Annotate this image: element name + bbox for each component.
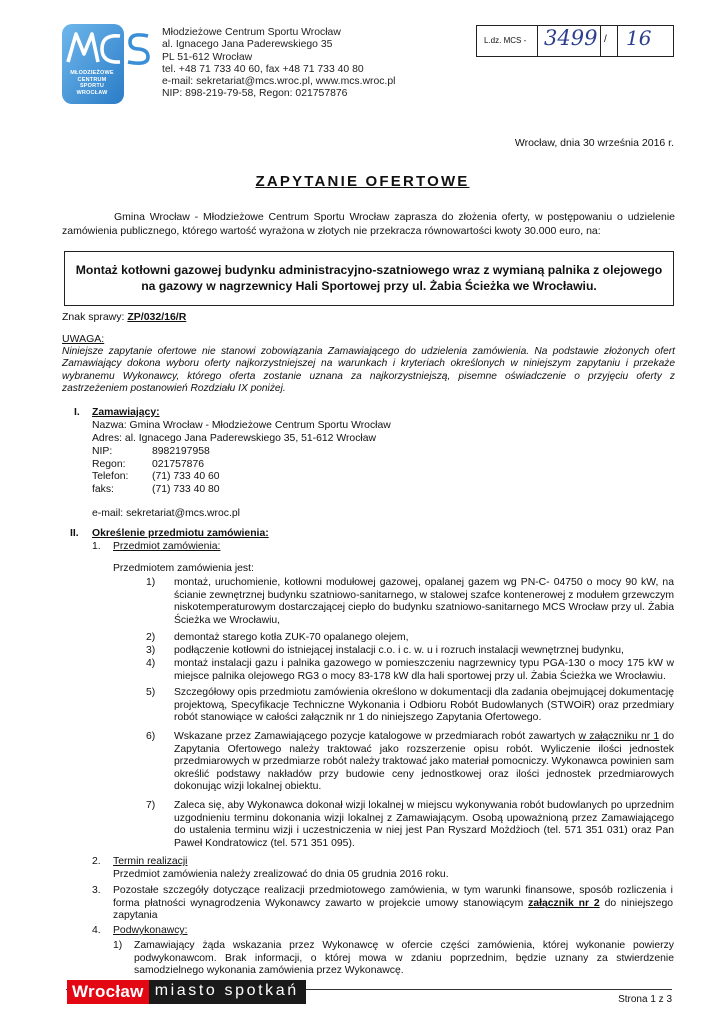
item-text: Szczegółowy opis przedmiotu zamówienia określono w dokumentacji dla zadania obejmującej dokumentację projektową, Specyfikacje Techniczne Wykonania i Odbioru Robót Budowlanych (STWOiR) oraz przedmiary robót stanowiące w całości załącznik nr 1 do niniejszego Zapytania Ofertowego. <box>174 687 674 724</box>
item-text: montaż, uruchomienie, kotłowni modułowej gazowej, opalanej gazem wg PN-C- 04750 o mocy 90 kW, na ścianie zewnętrznej budynku szatniowo-sanitarnego, w stalowej szafce kontenerowej z modułem grzewczym niskotemperaturowym dostarczającej ciepło do budynku szatniowo-sanitarnego MCS Wrocław przy ul. Żabia Ścieżka we Wrocławiu, <box>174 577 674 626</box>
item-number: 5) <box>146 687 156 698</box>
org-line: e-mail: sekretariat@mcs.wroc.pl, www.mcs.wroc.pl <box>162 76 396 88</box>
section1-name: Nazwa: Gmina Wrocław - Młodzieżowe Centrum Sportu Wrocław <box>92 420 391 431</box>
section1-rows <box>92 446 292 496</box>
subject-box <box>64 251 674 306</box>
document-title: ZAPYTANIE OFERTOWE <box>255 173 470 190</box>
item-number: 7) <box>146 800 156 811</box>
item-text: montaż instalacji gazu i palnika gazowego w pomieszczeniu nagrzewnicy typu PGA-130 o mocy 175 kW w miejsce palnika olejowego RG3 o mocy 83-178 kW dla hali sportowej przy ul. Żabia Ścieżka we Wrocławiu. <box>174 658 674 682</box>
row-label: Telefon: <box>92 471 129 483</box>
org-line: al. Ignacego Jana Paderewskiego 35 <box>162 39 333 51</box>
item-text-part: Wskazane przez Zamawiającego pozycje katalogowe w przedmiarach robót zawartych <box>174 731 579 742</box>
ldz-slash: / <box>604 34 607 45</box>
intro-paragraph: Gmina Wrocław - Młodzieżowe Centrum Sportu Wrocław zaprasza do złożenia oferty, w postępowaniu o udzielenie zamówienia publicznego, którego wartość wyrażona w złotych nie przekracza równowartości kwoty 30.000 euro, na: <box>62 211 675 237</box>
ldz-label: L.dz. MCS - <box>484 36 527 45</box>
sub3-text <box>113 885 673 923</box>
sub1-title: Przedmiot zamówienia: <box>113 541 221 552</box>
reference-value: ZP/032/16/R <box>127 311 187 323</box>
notice-heading: UWAGA: <box>62 333 105 345</box>
section2-title: Określenie przedmiotu zamówienia: <box>92 528 269 539</box>
footer-brand <box>67 980 306 1004</box>
item-text-part: do Zapytania Ofertowego należy traktować jako rozszerzenie opisu robót. Wyliczenie ilości jednostek przedmiarowych w przedmiarze robót należy traktować jako materiał pomocniczy. Wykonawca powinien sam określić podstawy nakładów przy budowie ceny jednostkowej oraz ilości jednostek przedmiarowych dokonując wizji lokalnej obiektu. <box>174 731 674 793</box>
section1-row <box>92 484 292 497</box>
sub3-number: 3. <box>92 885 101 896</box>
org-line: PL 51-612 Wrocław <box>162 51 253 63</box>
item-number: 2) <box>146 632 156 643</box>
section1-title: Zamawiający: <box>92 407 160 418</box>
item-text: podłączenie kotłowni do istniejącej instalacji c.o. i c. w. u i rozruch instalacji wewnętrznej budynku, <box>174 645 624 656</box>
item-text <box>174 731 674 794</box>
attachment1-reference: w załączniku nr 1 <box>578 731 660 742</box>
row-value: (71) 733 40 60 <box>152 471 220 483</box>
sub4-item-number: 1) <box>113 940 123 951</box>
item-text: demontaż starego kotła ZUK-70 opalanego olejem, <box>174 632 409 643</box>
sub4-item-text: Zamawiający żąda wskazania przez Wykonawcę w ofercie części zamówienia, której wykonanie powierzy podwykonawcom. Brak informacji, o której mowa w zdaniu poprzednim, będzie uznany za stwierdzenie samodzielnego wykonania zamówienia przez Wykonawcę. <box>134 940 674 977</box>
sub2-text: Przedmiot zamówienia należy zrealizować do dnia 05 grudnia 2016 roku. <box>113 869 449 880</box>
logo-caption-line: WROCŁAW <box>76 89 108 96</box>
organization-address <box>162 27 395 101</box>
item-text: Zaleca się, aby Wykonawca dokonał wizji lokalnej w miejscu wykonywania robót budowlanych po uprzednim uzgodnieniu terminu dokonania wizji lokalnej z Zamawiającym. Osobą upoważnioną przez Zamawiającego do ustalenia terminu wizji i uczestniczenia w niej jest Pan Ryszard Możdżioch (tel. 571 351 031) oraz Pan Paweł Kondratowicz (tel. 571 351 095). <box>174 800 674 849</box>
section1-number: I. <box>74 407 80 418</box>
org-line: Młodzieżowe Centrum Sportu Wrocław <box>162 27 341 38</box>
ldz-number-box <box>537 26 601 56</box>
org-line: NIP: 898-219-79-58, Regon: 021757876 <box>162 88 348 100</box>
mcs-logo <box>62 22 150 108</box>
ldz-number: 3499 <box>544 26 598 50</box>
attachment2-reference: załącznik nr 2 <box>528 897 600 909</box>
section1-email: e-mail: sekretariat@mcs.wroc.pl <box>92 508 240 519</box>
sub1-lead: Przedmiotem zamówienia jest: <box>113 563 254 574</box>
sub3-text-part: Pozostałe szczegóły dotyczące realizacji przedmiotowego zamówienia, w tym warunki finansowe, sposób rozliczenia i forma płatności wynagrodzenia Wykonawcy zawarto w projekcie umowy stanowiącym <box>113 885 673 909</box>
item-number: 4) <box>146 658 156 669</box>
ldz-year-box <box>617 26 672 56</box>
row-value: 8982197958 <box>152 446 210 457</box>
section1-row <box>92 459 292 472</box>
row-value: (71) 733 40 80 <box>152 483 220 495</box>
item-number: 1) <box>146 577 156 588</box>
row-value: 021757876 <box>152 458 205 470</box>
sub4-title: Podwykonawcy: <box>113 925 188 936</box>
sub1-number: 1. <box>92 541 101 552</box>
ldz-year: 16 <box>626 26 652 50</box>
item-number: 3) <box>146 645 156 656</box>
section1-row <box>92 471 292 484</box>
org-line: tel. +48 71 733 40 60, fax +48 71 733 40 80 <box>162 63 364 75</box>
item-number: 6) <box>146 731 156 742</box>
brand-wroclaw: Wrocław <box>67 980 149 1004</box>
section1-row <box>92 446 292 459</box>
page-number: Strona 1 z 3 <box>618 994 672 1005</box>
section1-address: Adres: al. Ignacego Jana Paderewskiego 35, 51-612 Wrocław <box>92 433 376 444</box>
row-label: NIP: <box>92 446 113 457</box>
sub2-title: Termin realizacji <box>113 856 188 867</box>
subject-text: Montaż kotłowni gazowej budynku administracyjno-szatniowego wraz z wymianą palnika z olejowego na gazowy w nagrzewnicy Hali Sportowej przy ul. Żabia Ścieżka we Wrocławiu. <box>75 263 663 293</box>
section1-heading <box>74 407 80 420</box>
reference <box>62 311 186 323</box>
row-label: Regon: <box>92 458 126 470</box>
sub3-text-part: do niniejszego zapytania <box>113 897 674 922</box>
section2-number: II. <box>70 528 79 539</box>
city-date: Wrocław, dnia 30 września 2016 r. <box>514 137 674 149</box>
row-label: faks: <box>92 483 114 495</box>
brand-slogan: miasto spotkań <box>149 980 306 1004</box>
registration-stamp <box>476 25 674 57</box>
logo-caption-line: CENTRUM <box>77 76 107 83</box>
logo-caption <box>62 70 122 96</box>
logo-caption-line: SPORTU <box>79 83 105 90</box>
sub2-number: 2. <box>92 856 101 867</box>
logo-caption-line: MŁODZIEŻOWE <box>70 70 114 76</box>
reference-label: Znak sprawy: <box>62 311 125 323</box>
sub4-number: 4. <box>92 925 101 936</box>
notice-text: Niniejsze zapytanie ofertowe nie stanowi zobowiązania Zamawiającego do udzielenia zamówienia. Na podstawie złożonych ofert Zamawiający dokona wyboru oferty najkorzystniejszej na warunkach i kryteriach określonych w niniejszym zapytaniu i przekaże wybranemu Wykonawcy, którego oferta zostanie uznana za najkorzystniejszą, pisemne oświadczenie o przyjęciu oferty z zastrzeżeniem postanowień Rozdziału IX poniżej. <box>62 346 675 395</box>
